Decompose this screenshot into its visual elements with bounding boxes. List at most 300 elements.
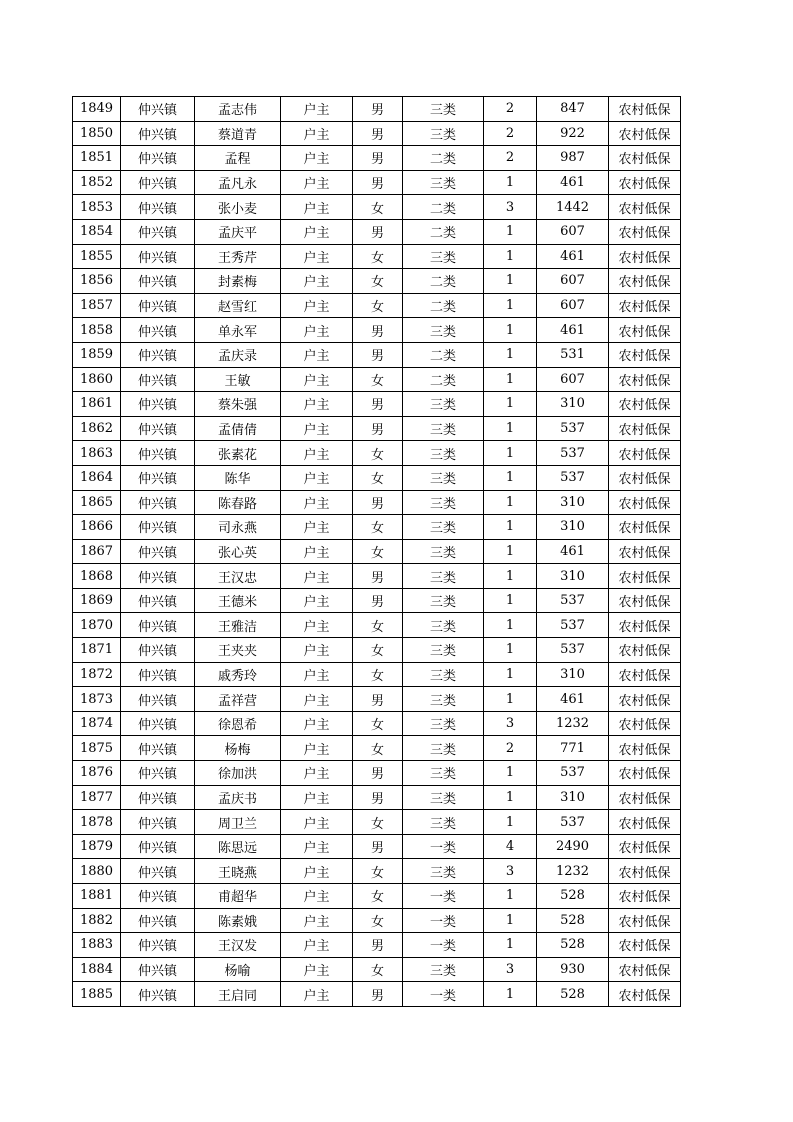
cell-serial: 1879 [73,834,121,859]
cell-town: 仲兴镇 [121,170,195,195]
cell-sex: 男 [353,342,403,367]
table-row [73,884,681,909]
cell-aid-type: 农村低保 [609,908,681,933]
cell-serial: 1854 [73,219,121,244]
cell-amount: 310 [537,662,609,687]
cell-town: 仲兴镇 [121,711,195,736]
cell-name: 封素梅 [195,269,281,294]
table-row [73,613,681,638]
cell-aid-type: 农村低保 [609,834,681,859]
table-row [73,342,681,367]
cell-aid-type: 农村低保 [609,588,681,613]
cell-amount: 310 [537,515,609,540]
cell-serial: 1868 [73,564,121,589]
cell-household-size: 1 [484,490,537,515]
table-row [73,318,681,343]
cell-household-size: 1 [484,392,537,417]
cell-aid-type: 农村低保 [609,170,681,195]
cell-relation: 户主 [281,810,353,835]
cell-household-size: 3 [484,859,537,884]
table-row [73,269,681,294]
cell-town: 仲兴镇 [121,662,195,687]
table-row [73,638,681,663]
cell-household-size: 1 [484,761,537,786]
cell-sex: 男 [353,97,403,122]
cell-name: 周卫兰 [195,810,281,835]
cell-amount: 310 [537,392,609,417]
table-row [73,662,681,687]
cell-aid-type: 农村低保 [609,97,681,122]
cell-household-size: 1 [484,564,537,589]
cell-amount: 607 [537,293,609,318]
table-row [73,687,681,712]
cell-amount: 310 [537,564,609,589]
cell-aid-type: 农村低保 [609,515,681,540]
cell-household-size: 3 [484,957,537,982]
cell-relation: 户主 [281,416,353,441]
cell-relation: 户主 [281,736,353,761]
cell-sex: 女 [353,539,403,564]
cell-name: 张素花 [195,441,281,466]
cell-relation: 户主 [281,711,353,736]
cell-category: 三类 [403,785,484,810]
cell-category: 二类 [403,367,484,392]
cell-amount: 461 [537,687,609,712]
table-row [73,392,681,417]
cell-name: 王启同 [195,982,281,1007]
cell-serial: 1878 [73,810,121,835]
cell-sex: 男 [353,564,403,589]
cell-town: 仲兴镇 [121,638,195,663]
cell-serial: 1850 [73,121,121,146]
cell-household-size: 1 [484,465,537,490]
cell-name: 王德米 [195,588,281,613]
cell-aid-type: 农村低保 [609,810,681,835]
table-row [73,834,681,859]
cell-name: 杨梅 [195,736,281,761]
cell-household-size: 2 [484,146,537,171]
cell-sex: 男 [353,318,403,343]
cell-relation: 户主 [281,342,353,367]
cell-town: 仲兴镇 [121,97,195,122]
cell-relation: 户主 [281,957,353,982]
cell-name: 蔡道青 [195,121,281,146]
cell-name: 王晓燕 [195,859,281,884]
cell-household-size: 1 [484,269,537,294]
table-row [73,170,681,195]
table-row [73,982,681,1007]
cell-amount: 537 [537,465,609,490]
cell-serial: 1862 [73,416,121,441]
cell-household-size: 1 [484,687,537,712]
cell-serial: 1874 [73,711,121,736]
cell-serial: 1877 [73,785,121,810]
cell-town: 仲兴镇 [121,121,195,146]
cell-name: 孟志伟 [195,97,281,122]
cell-sex: 女 [353,293,403,318]
cell-category: 三类 [403,711,484,736]
cell-serial: 1873 [73,687,121,712]
cell-name: 张心英 [195,539,281,564]
cell-serial: 1849 [73,97,121,122]
cell-amount: 1232 [537,711,609,736]
cell-category: 二类 [403,342,484,367]
cell-serial: 1876 [73,761,121,786]
cell-aid-type: 农村低保 [609,441,681,466]
cell-aid-type: 农村低保 [609,761,681,786]
cell-sex: 女 [353,441,403,466]
cell-serial: 1859 [73,342,121,367]
cell-aid-type: 农村低保 [609,613,681,638]
cell-aid-type: 农村低保 [609,982,681,1007]
cell-relation: 户主 [281,146,353,171]
cell-town: 仲兴镇 [121,736,195,761]
cell-sex: 男 [353,392,403,417]
cell-relation: 户主 [281,195,353,220]
cell-relation: 户主 [281,367,353,392]
cell-amount: 771 [537,736,609,761]
cell-name: 孟庆书 [195,785,281,810]
cell-town: 仲兴镇 [121,884,195,909]
cell-town: 仲兴镇 [121,441,195,466]
cell-category: 三类 [403,121,484,146]
cell-name: 司永燕 [195,515,281,540]
cell-town: 仲兴镇 [121,687,195,712]
cell-aid-type: 农村低保 [609,785,681,810]
cell-sex: 女 [353,515,403,540]
cell-household-size: 1 [484,318,537,343]
table-row [73,121,681,146]
cell-name: 孟凡永 [195,170,281,195]
cell-relation: 户主 [281,687,353,712]
cell-aid-type: 农村低保 [609,736,681,761]
cell-amount: 607 [537,269,609,294]
cell-town: 仲兴镇 [121,269,195,294]
cell-relation: 户主 [281,982,353,1007]
cell-amount: 607 [537,367,609,392]
cell-amount: 310 [537,490,609,515]
cell-name: 王汉发 [195,933,281,958]
cell-aid-type: 农村低保 [609,490,681,515]
cell-sex: 男 [353,121,403,146]
table-row [73,416,681,441]
cell-aid-type: 农村低保 [609,564,681,589]
cell-name: 蔡朱强 [195,392,281,417]
cell-sex: 女 [353,244,403,269]
cell-name: 赵雪红 [195,293,281,318]
cell-sex: 女 [353,711,403,736]
cell-aid-type: 农村低保 [609,318,681,343]
cell-category: 一类 [403,834,484,859]
cell-household-size: 2 [484,97,537,122]
cell-household-size: 1 [484,588,537,613]
cell-relation: 户主 [281,613,353,638]
table-row [73,539,681,564]
cell-category: 二类 [403,146,484,171]
cell-serial: 1853 [73,195,121,220]
cell-aid-type: 农村低保 [609,687,681,712]
cell-relation: 户主 [281,785,353,810]
cell-category: 一类 [403,884,484,909]
cell-category: 三类 [403,97,484,122]
cell-sex: 女 [353,465,403,490]
cell-relation: 户主 [281,539,353,564]
cell-amount: 528 [537,982,609,1007]
table-row [73,785,681,810]
cell-town: 仲兴镇 [121,195,195,220]
cell-household-size: 2 [484,736,537,761]
cell-relation: 户主 [281,564,353,589]
cell-category: 二类 [403,219,484,244]
cell-town: 仲兴镇 [121,146,195,171]
cell-household-size: 1 [484,785,537,810]
cell-sex: 女 [353,638,403,663]
cell-category: 一类 [403,933,484,958]
cell-amount: 1232 [537,859,609,884]
cell-category: 三类 [403,761,484,786]
cell-serial: 1864 [73,465,121,490]
cell-town: 仲兴镇 [121,515,195,540]
cell-household-size: 1 [484,441,537,466]
cell-town: 仲兴镇 [121,982,195,1007]
table-row [73,957,681,982]
cell-aid-type: 农村低保 [609,367,681,392]
cell-name: 徐加洪 [195,761,281,786]
cell-amount: 537 [537,810,609,835]
cell-sex: 男 [353,588,403,613]
cell-name: 王秀芹 [195,244,281,269]
cell-town: 仲兴镇 [121,367,195,392]
cell-household-size: 3 [484,195,537,220]
cell-name: 杨喻 [195,957,281,982]
table-row [73,146,681,171]
cell-name: 戚秀玲 [195,662,281,687]
cell-name: 陈思远 [195,834,281,859]
cell-name: 张小麦 [195,195,281,220]
table-row [73,933,681,958]
cell-household-size: 2 [484,121,537,146]
cell-sex: 女 [353,859,403,884]
cell-aid-type: 农村低保 [609,859,681,884]
cell-name: 孟祥营 [195,687,281,712]
cell-town: 仲兴镇 [121,244,195,269]
cell-amount: 461 [537,170,609,195]
cell-relation: 户主 [281,219,353,244]
cell-category: 三类 [403,588,484,613]
table-row [73,490,681,515]
cell-relation: 户主 [281,761,353,786]
cell-sex: 女 [353,810,403,835]
cell-sex: 男 [353,170,403,195]
cell-category: 二类 [403,195,484,220]
cell-aid-type: 农村低保 [609,416,681,441]
cell-category: 三类 [403,465,484,490]
cell-amount: 537 [537,416,609,441]
cell-category: 三类 [403,613,484,638]
cell-category: 三类 [403,638,484,663]
cell-town: 仲兴镇 [121,588,195,613]
cell-category: 三类 [403,662,484,687]
cell-amount: 930 [537,957,609,982]
cell-name: 陈华 [195,465,281,490]
table-row [73,810,681,835]
cell-serial: 1856 [73,269,121,294]
cell-category: 三类 [403,859,484,884]
table-row [73,588,681,613]
cell-serial: 1885 [73,982,121,1007]
cell-household-size: 1 [484,908,537,933]
cell-amount: 528 [537,933,609,958]
cell-town: 仲兴镇 [121,761,195,786]
cell-town: 仲兴镇 [121,392,195,417]
cell-amount: 461 [537,244,609,269]
cell-household-size: 1 [484,613,537,638]
cell-aid-type: 农村低保 [609,244,681,269]
cell-amount: 461 [537,318,609,343]
cell-household-size: 1 [484,293,537,318]
cell-relation: 户主 [281,244,353,269]
cell-name: 陈素娥 [195,908,281,933]
table-row [73,859,681,884]
cell-aid-type: 农村低保 [609,539,681,564]
cell-serial: 1861 [73,392,121,417]
cell-town: 仲兴镇 [121,293,195,318]
cell-relation: 户主 [281,490,353,515]
cell-aid-type: 农村低保 [609,121,681,146]
cell-relation: 户主 [281,392,353,417]
cell-serial: 1870 [73,613,121,638]
cell-category: 三类 [403,416,484,441]
cell-town: 仲兴镇 [121,859,195,884]
cell-household-size: 1 [484,515,537,540]
cell-sex: 女 [353,908,403,933]
cell-name: 王夹夹 [195,638,281,663]
cell-category: 三类 [403,736,484,761]
table-row [73,736,681,761]
cell-name: 孟庆平 [195,219,281,244]
cell-household-size: 1 [484,638,537,663]
cell-sex: 男 [353,933,403,958]
cell-amount: 537 [537,761,609,786]
cell-serial: 1852 [73,170,121,195]
table-row [73,908,681,933]
cell-serial: 1883 [73,933,121,958]
cell-sex: 女 [353,662,403,687]
cell-amount: 531 [537,342,609,367]
cell-household-size: 1 [484,416,537,441]
cell-town: 仲兴镇 [121,957,195,982]
cell-relation: 户主 [281,908,353,933]
cell-town: 仲兴镇 [121,933,195,958]
cell-town: 仲兴镇 [121,834,195,859]
cell-serial: 1866 [73,515,121,540]
table-row [73,515,681,540]
cell-serial: 1858 [73,318,121,343]
cell-category: 二类 [403,293,484,318]
cell-amount: 537 [537,588,609,613]
cell-category: 三类 [403,687,484,712]
table-row [73,367,681,392]
cell-amount: 537 [537,613,609,638]
cell-town: 仲兴镇 [121,465,195,490]
cell-serial: 1865 [73,490,121,515]
cell-serial: 1884 [73,957,121,982]
cell-name: 王敏 [195,367,281,392]
cell-serial: 1869 [73,588,121,613]
table-row [73,761,681,786]
cell-name: 王雅洁 [195,613,281,638]
cell-amount: 528 [537,884,609,909]
cell-town: 仲兴镇 [121,318,195,343]
cell-sex: 女 [353,367,403,392]
cell-sex: 女 [353,884,403,909]
cell-sex: 男 [353,416,403,441]
table-row [73,97,681,122]
cell-town: 仲兴镇 [121,908,195,933]
cell-category: 三类 [403,810,484,835]
cell-aid-type: 农村低保 [609,392,681,417]
cell-category: 三类 [403,957,484,982]
table-row [73,244,681,269]
cell-name: 孟庆录 [195,342,281,367]
cell-name: 甫超华 [195,884,281,909]
cell-household-size: 1 [484,170,537,195]
cell-category: 一类 [403,982,484,1007]
cell-household-size: 1 [484,367,537,392]
cell-category: 三类 [403,244,484,269]
beneficiary-table [72,96,681,1007]
cell-relation: 户主 [281,859,353,884]
cell-name: 孟倩倩 [195,416,281,441]
cell-sex: 男 [353,219,403,244]
cell-category: 三类 [403,318,484,343]
cell-relation: 户主 [281,638,353,663]
cell-household-size: 1 [484,342,537,367]
cell-town: 仲兴镇 [121,810,195,835]
cell-household-size: 1 [484,662,537,687]
cell-amount: 528 [537,908,609,933]
cell-amount: 922 [537,121,609,146]
cell-relation: 户主 [281,465,353,490]
cell-relation: 户主 [281,269,353,294]
cell-serial: 1871 [73,638,121,663]
cell-serial: 1872 [73,662,121,687]
cell-relation: 户主 [281,293,353,318]
cell-category: 三类 [403,392,484,417]
cell-household-size: 4 [484,834,537,859]
cell-amount: 987 [537,146,609,171]
cell-town: 仲兴镇 [121,490,195,515]
cell-amount: 1442 [537,195,609,220]
cell-amount: 310 [537,785,609,810]
cell-household-size: 1 [484,810,537,835]
cell-household-size: 1 [484,884,537,909]
cell-sex: 男 [353,982,403,1007]
table-row [73,219,681,244]
cell-relation: 户主 [281,97,353,122]
cell-town: 仲兴镇 [121,785,195,810]
cell-sex: 男 [353,687,403,712]
cell-category: 一类 [403,908,484,933]
table-row [73,465,681,490]
cell-aid-type: 农村低保 [609,342,681,367]
cell-amount: 607 [537,219,609,244]
cell-sex: 男 [353,761,403,786]
cell-category: 三类 [403,170,484,195]
cell-serial: 1882 [73,908,121,933]
cell-aid-type: 农村低保 [609,269,681,294]
cell-serial: 1857 [73,293,121,318]
